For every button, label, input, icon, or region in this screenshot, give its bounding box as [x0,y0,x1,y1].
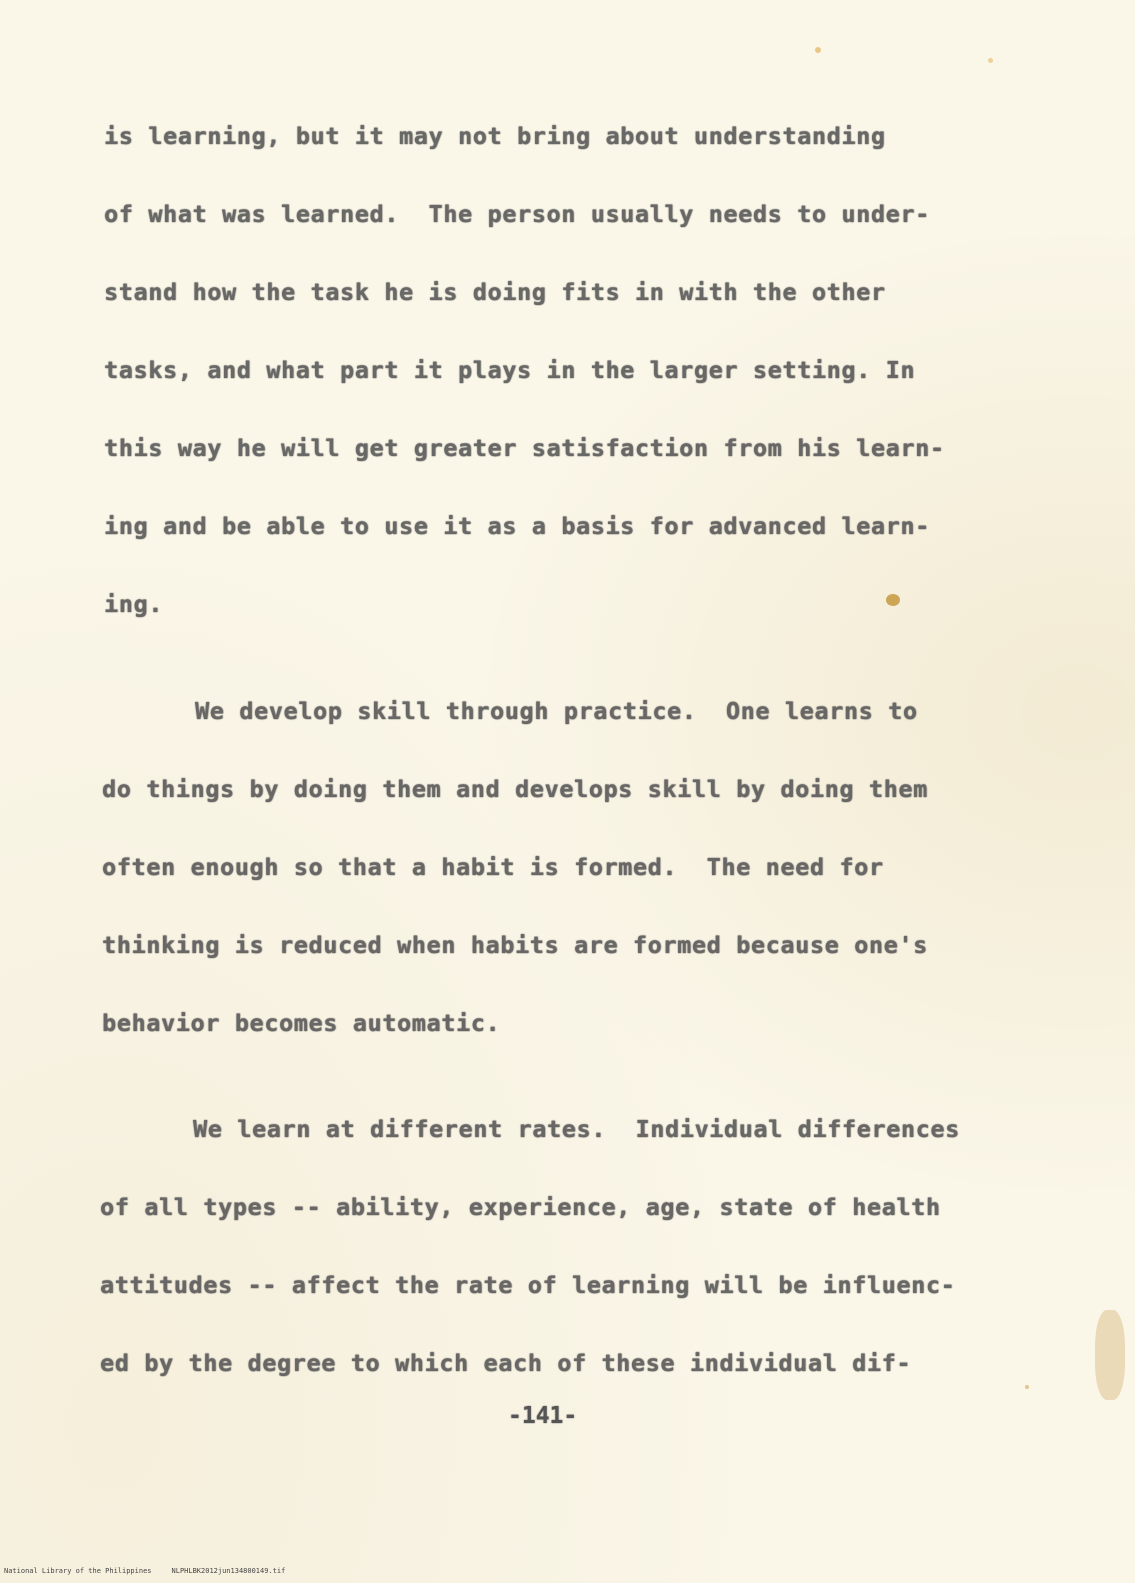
text-line-5: this way he will get greater satisfaction from his learn- [104,434,945,462]
text-line-8: We develop skill through practice. One learns to [195,697,918,725]
scan-footer [4,1567,285,1575]
stain-spot [815,47,821,53]
stain-spot [886,594,900,606]
text-line-15: attitudes -- affect the rate of learning will be influenc- [100,1271,956,1299]
text-line-7: ing. [104,590,163,618]
text-line-11: thinking is reduced when habits are formed because one's [102,931,928,959]
text-line-10: often enough so that a habit is formed. The need for [102,853,884,881]
text-line-2: of what was learned. The person usually needs to under- [104,200,930,228]
text-line-9: do things by doing them and develops skill by doing them [102,775,928,803]
text-line-12: behavior becomes automatic. [102,1009,501,1037]
text-line-3: stand how the task he is doing fits in with the other [104,278,886,306]
text-line-14: of all types -- ability, experience, age, state of health [100,1193,941,1221]
text-line-6: ing and be able to use it as a basis for advanced learn- [104,512,930,540]
stain-spot [1095,1310,1125,1400]
stain-spot [988,58,993,63]
text-line-16: ed by the degree to which each of these individual dif- [100,1349,912,1377]
page-number: -141- [508,1403,578,1429]
text-line-13: We learn at different rates. Individual differences [193,1115,960,1143]
footer-filename: NLPHLBK2012jun134800149.tif [171,1567,286,1575]
footer-library: National Library of the Philippines [4,1567,152,1575]
stain-spot [1025,1385,1029,1389]
text-line-4: tasks, and what part it plays in the larger setting. In [104,356,916,384]
text-line-1: is learning, but it may not bring about understanding [104,122,886,150]
